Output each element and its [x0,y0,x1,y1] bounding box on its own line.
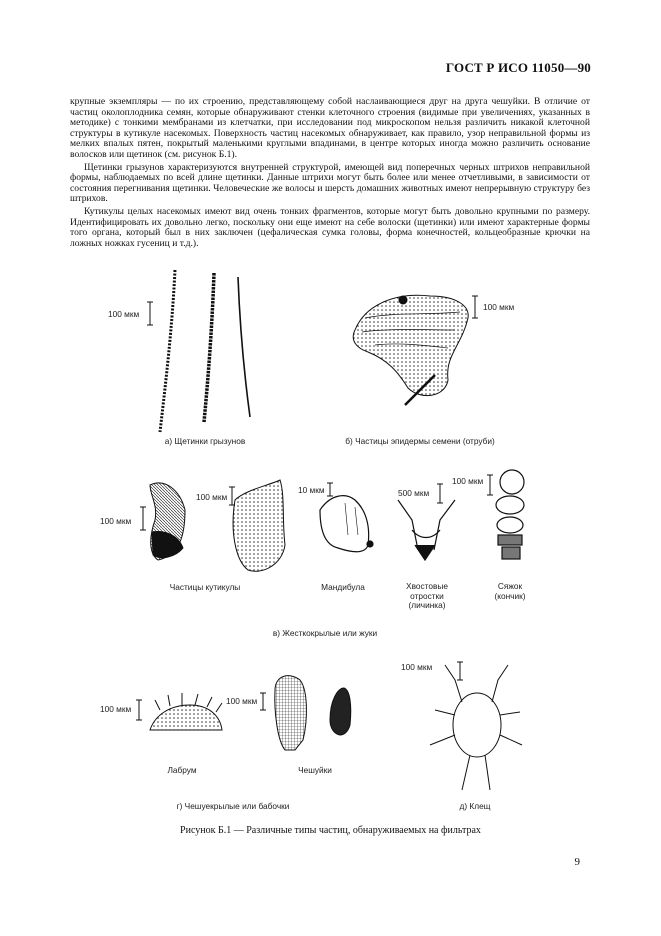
scale-label-g1: 100 мкм [100,704,132,714]
figure-caption: Рисунок Б.1 — Различные типы частиц, обнаруживаемых на фильтрах [180,825,481,836]
scale-bar-d [457,662,463,680]
document-header: ГОСТ Р ИСО 11050—90 [445,60,591,75]
paragraph-2: Щетинки грызунов характеризуются внутренней структурой, имеющей вид поперечных черных штрихов неправильной формы, наблюдаемых по всей длине щетинки. Данные штрихи могут быть более или менее отчетливыми, в зависимости от состояния перегнивания щетинки. Человеческие же волосы и шерсть домашних животных имеют непрерывную структуру без штрихов. [70,161,590,205]
tail-processes-drawing [398,500,455,560]
panel-v-caption: в) Жесткокрылые или жуки [272,628,378,638]
page-number: 9 [574,856,580,868]
scale-label-c2: 100 мкм [100,516,132,526]
panel-b-caption: б) Частицы эпидермы семени (отруби) [345,436,495,446]
scale-bar-b [472,296,478,318]
labrum-drawing [150,693,222,730]
paragraph-1: крупные экземпляры — по их строению, представляющему собой наслаивающиеся друг на друга чешуйки. В отличие от частиц околоплодника семян, которые обнаруживают стенки клеточного строения (видимые при увеличениях, указанных в методике) с тонкими мембранами из клетчатки, при исследовании под микроскопом нельзя различить никакой клеточной структуры в кутикуле насекомых. Поверхность частиц насекомых обнаруживает, как правило, узор неправильной формы из мелких впалых пятен, покрытый маленькими круглыми впадинами, в центре которых иногда можно различить основание волосков или щетинок (см. рисунок Б.1). [70,96,590,160]
scales-label: Чешуйки [298,765,332,775]
panel-a-caption: а) Щетинки грызунов [164,436,246,446]
cuticle-label: Частицы кутикулы [169,582,241,592]
seed-epidermis-drawing [353,295,468,405]
labrum-label: Лабрум [167,765,197,775]
butterfly-scales-drawing [275,676,351,750]
mandible-label: Мандибула [321,582,365,592]
scale-label-b: 100 мкм [483,302,515,312]
mite-drawing [430,665,522,790]
scale-label-d: 100 мкм [401,662,433,672]
paragraph-3: Кутикулы целых насекомых имеют вид очень тонких фрагментов, которые могут быть довольно крупными по размеру. Идентифицировать их довольно легко, поскольку они еще имеют на себе волоски (щетинки) или имеют характерные формы того органа, который был в них заключен (цефалическая сумка головы, форма конечностей, кольцеобразные крючки на ложных ножках гусениц и т.д.). [70,205,590,249]
mandible-drawing [320,496,373,552]
scale-label-g2: 100 мкм [226,696,258,706]
rodent-hairs-drawing [160,270,250,432]
scale-bar-a [147,302,153,325]
panel-g-caption: г) Чешуекрылые или бабочки [176,801,290,811]
scale-label-a: 100 мкм [108,309,140,319]
tail-label: Хвостовые отростки (личинка) [406,581,448,610]
scale-label-c-mandible: 10 мкм [298,485,325,495]
panel-d-caption: д) Клещ [459,801,491,811]
scale-label-c1: 100 мкм [196,492,228,502]
antenna-label: Сяжок (кончик) [494,581,526,601]
scale-label-c-antenna: 100 мкм [452,476,484,486]
antenna-drawing [496,470,524,559]
scale-label-c-tail: 500 мкм [398,488,430,498]
